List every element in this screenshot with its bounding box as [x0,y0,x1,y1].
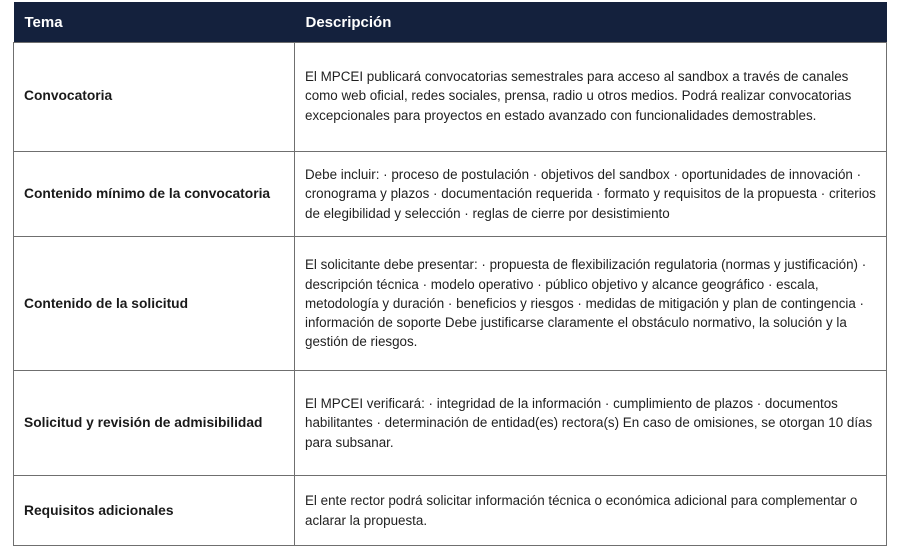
row-topic: Solicitud y revisión de admisibilidad [14,371,295,476]
row-description: El solicitante debe presentar: · propuesta de flexibilización regulatoria (normas y justificación) · descripción técnica · modelo operativo · público objetivo y alcance geográfico · escala, metodología y duración · beneficios y riesgos · medidas de mitigación y plan de contingencia · información de soporte Debe justificarse claramente el obstáculo normativo, la solución y la gestión de riesgos. [295,237,887,371]
row-topic: Contenido mínimo de la convocatoria [14,152,295,237]
row-description: Debe incluir: · proceso de postulación · objetivos del sandbox · oportunidades de innovación · cronograma y plazos · documentación requerida · formato y requisitos de la propuesta · criterios de elegibilidad y selección · reglas de cierre por desistimiento [295,152,887,237]
table-body [14,43,887,546]
row-description: El MPCEI verificará: · integridad de la información · cumplimiento de plazos · documentos habilitantes · determinación de entidad(es) rectora(s) En caso de omisiones, se otorgan 10 días para subsanar. [295,371,887,476]
header-tema: Tema [14,2,295,43]
row-description: El ente rector podrá solicitar información técnica o económica adicional para complementar o aclarar la propuesta. [295,476,887,546]
requirements-table-container [13,2,886,546]
requirements-table [13,2,887,546]
table-header [14,2,887,43]
row-topic: Contenido de la solicitud [14,237,295,371]
row-topic: Convocatoria [14,43,295,152]
table-row [14,43,887,152]
table-row [14,237,887,371]
row-description: El MPCEI publicará convocatorias semestrales para acceso al sandbox a través de canales como web oficial, redes sociales, prensa, radio u otros medios. Podrá realizar convocatorias excepcionales para proyectos en estado avanzado con funcionalidades demostrables. [295,43,887,152]
table-row [14,371,887,476]
table-row [14,152,887,237]
table-row [14,476,887,546]
row-topic: Requisitos adicionales [14,476,295,546]
header-descripcion: Descripción [295,2,887,43]
header-row [14,2,887,43]
